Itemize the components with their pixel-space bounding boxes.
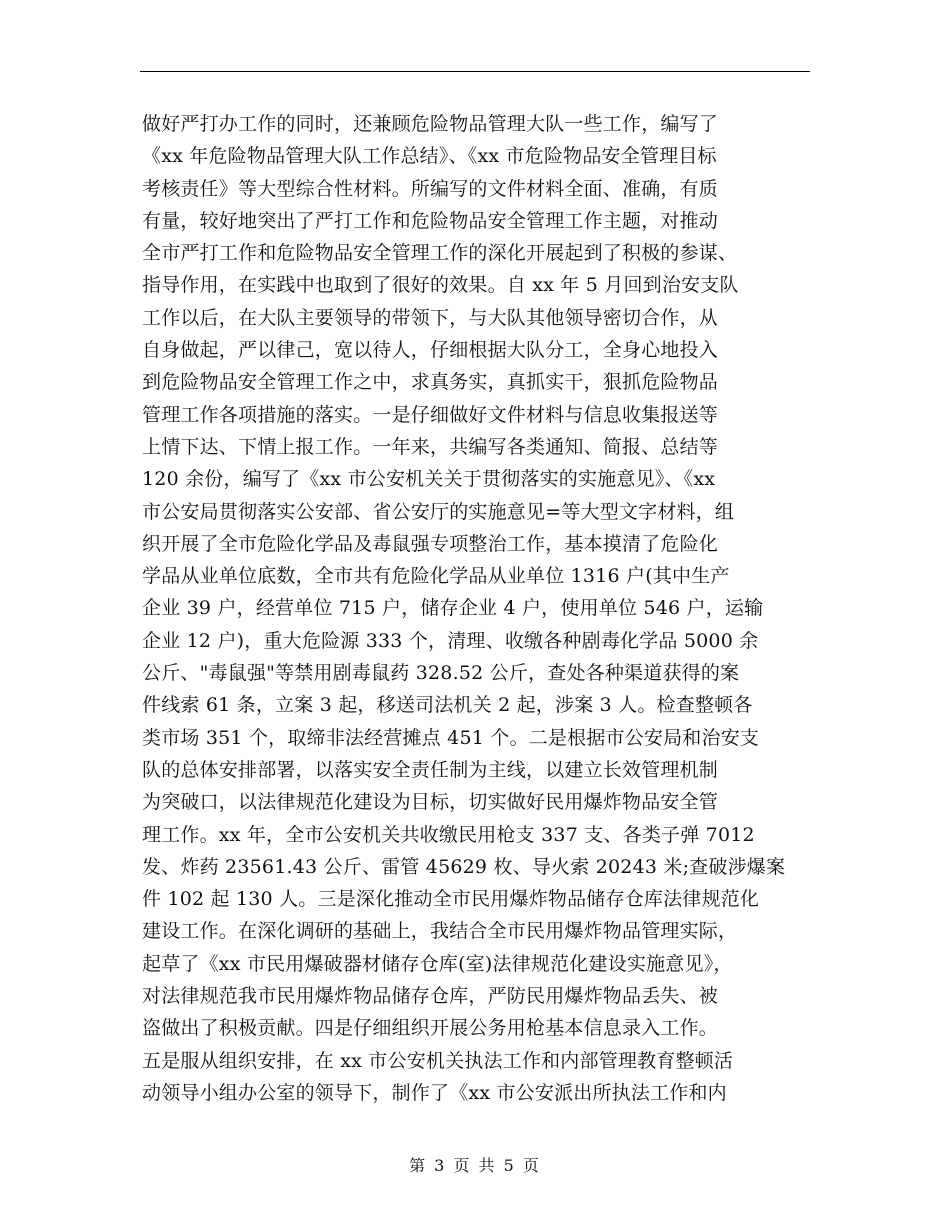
text-line: 对法律规范我市民用爆炸物品储存仓库，严防民用爆炸物品丢失、被: [142, 985, 719, 1008]
text-line: 学品从业单位底数，全市共有危险化学品从业单位 1316 户(其中生产: [142, 565, 730, 588]
header-rule: [140, 71, 810, 72]
text-line: 市公安局贯彻落实公安部、省公安厅的实施意见=等大型文字材料，组: [142, 500, 735, 523]
text-line: 件 102 起 130 人。三是深化推动全市民用爆炸物品储存仓库法律规范化: [142, 888, 760, 911]
text-line: 到危险物品安全管理工作之中，求真务实，真抓实干，狠抓危险物品: [142, 371, 719, 394]
text-line: 有量，较好地突出了严打工作和危险物品安全管理工作主题，对推动: [142, 209, 719, 232]
text-line: 企业 39 户，经营单位 715 户，储存企业 4 户，使用单位 546 户，运输: [142, 597, 764, 620]
page-footer: 第 3 页 共 5 页: [409, 1156, 541, 1175]
body-text: [142, 108, 822, 1109]
text-line: 建设工作。在深化调研的基础上，我结合全市民用爆炸物品管理实际，: [142, 920, 738, 943]
text-line: 动领导小组办公室的领导下，制作了《xx 市公安派出所执法工作和内: [142, 1081, 727, 1104]
text-line: 指导作用，在实践中也取到了很好的效果。自 xx 年 5 月回到治安支队: [142, 274, 739, 297]
text-line: 考核责任》等大型综合性材料。所编写的文件材料全面、准确，有质: [142, 177, 719, 200]
text-line: 盗做出了积极贡献。四是仔细组织开展公务用枪基本信息录入工作。: [142, 1017, 719, 1040]
text-line: 为突破口，以法律规范化建设为目标，切实做好民用爆炸物品安全管: [142, 791, 719, 814]
text-line: 理工作。xx 年，全市公安机关共收缴民用枪支 337 支、各类子弹 7012: [142, 823, 755, 846]
text-line: 管理工作各项措施的落实。一是仔细做好文件材料与信息收集报送等: [142, 403, 719, 426]
text-line: 全市严打工作和危险物品安全管理工作的深化开展起到了积极的参谋、: [142, 242, 738, 265]
text-line: 《xx 年危险物品管理大队工作总结》、《xx 市危险物品安全管理目标: [142, 145, 717, 168]
text-line: 队的总体安排部署，以落实安全责任制为主线，以建立长效管理机制: [142, 758, 719, 781]
text-line: 类市场 351 个，取缔非法经营摊点 451 个。二是根据市公安局和治安支: [142, 726, 760, 749]
text-line: 起草了《xx 市民用爆破器材储存仓库(室)法律规范化建设实施意见》，: [142, 952, 733, 975]
text-line: 工作以后，在大队主要领导的带领下，与大队其他领导密切合作，从: [142, 306, 719, 329]
text-line: 件线索 61 条，立案 3 起，移送司法机关 2 起，涉案 3 人。检查整顿各: [142, 694, 753, 717]
text-line: 发、炸药 23561.43 公斤、雷管 45629 枚、导火索 20243 米;查破涉爆案: [142, 855, 786, 878]
text-line: 公斤、"毒鼠强"等禁用剧毒鼠药 328.52 公斤，查处各种渠道获得的案: [142, 662, 740, 685]
text-line: 自身做起，严以律己，宽以待人，仔细根据大队分工，全身心地投入: [142, 339, 719, 362]
text-line: 织开展了全市危险化学品及毒鼠强专项整治工作，基本摸清了危险化: [142, 532, 719, 555]
text-line: 做好严打办工作的同时，还兼顾危险物品管理大队一些工作，编写了: [142, 113, 719, 135]
text-line: 五是服从组织安排，在 xx 市公安机关执法工作和内部管理教育整顿活: [142, 1049, 734, 1072]
text-line: 企业 12 户)，重大危险源 333 个，清理、收缴各种剧毒化学品 5000 余: [142, 629, 759, 652]
text-line: 120 余份，编写了《xx 市公安机关关于贯彻落实的实施意见》、《xx: [142, 468, 716, 491]
text-line: 上情下达、下情上报工作。一年来，共编写各类通知、简报、总结等: [142, 435, 719, 458]
